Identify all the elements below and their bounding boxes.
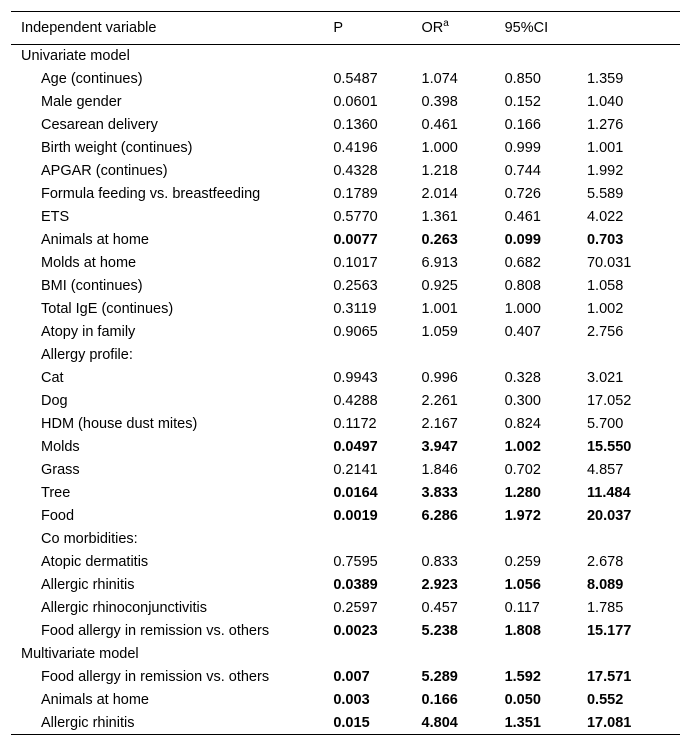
header-independent-variable: Independent variable bbox=[21, 20, 157, 36]
ci-upper bbox=[587, 344, 680, 367]
row-label: Univariate model bbox=[21, 48, 130, 65]
table-row bbox=[11, 114, 680, 137]
table-row bbox=[11, 68, 680, 91]
row-label: Animals at home bbox=[41, 692, 149, 708]
table-row bbox=[11, 551, 680, 574]
odds-ratio: 0.461 bbox=[421, 117, 458, 133]
odds-ratio: 6.913 bbox=[421, 255, 458, 271]
ci-upper: 15.177 bbox=[586, 623, 632, 639]
ci-upper: 8.089 bbox=[586, 577, 624, 593]
ci-upper: 2.678 bbox=[586, 554, 624, 570]
p-value: 0.007 bbox=[333, 669, 370, 685]
p-value: 0.2563 bbox=[333, 278, 378, 294]
row-label: Molds at home bbox=[41, 255, 137, 271]
row-label: Cat bbox=[41, 370, 64, 386]
ci-upper: 1.002 bbox=[586, 301, 624, 317]
header-p: P bbox=[333, 20, 344, 36]
row-label: Allergy profile: bbox=[41, 347, 133, 363]
ci-lower: 1.972 bbox=[504, 508, 541, 524]
row-label: Allergic rhinoconjunctivitis bbox=[41, 600, 208, 616]
results-table-container bbox=[11, 11, 680, 735]
ci-upper: 2.756 bbox=[586, 324, 624, 340]
p-value: 0.0389 bbox=[333, 577, 378, 593]
p-value: 0.003 bbox=[333, 692, 370, 708]
row-label: Grass bbox=[41, 462, 80, 478]
odds-ratio: 3.947 bbox=[421, 439, 458, 455]
ci-upper: 5.589 bbox=[586, 186, 624, 202]
ci-lower: 0.152 bbox=[504, 94, 541, 110]
row-label: Cesarean delivery bbox=[41, 117, 158, 133]
p-value: 0.1360 bbox=[333, 117, 378, 133]
table-row bbox=[11, 275, 680, 298]
ci-upper: 3.021 bbox=[586, 370, 624, 386]
ci-lower: 1.000 bbox=[504, 301, 541, 317]
ci-upper: 17.571 bbox=[586, 669, 632, 685]
section-row bbox=[11, 643, 680, 666]
ci-lower bbox=[505, 528, 587, 551]
ci-lower: 0.850 bbox=[504, 71, 541, 87]
ci-upper: 11.484 bbox=[586, 485, 631, 501]
table-row bbox=[11, 183, 680, 206]
ci-lower: 0.744 bbox=[504, 163, 541, 179]
table-header bbox=[11, 12, 680, 45]
row-label: Tree bbox=[41, 485, 71, 501]
p-value: 0.015 bbox=[333, 714, 370, 731]
p-value: 0.0077 bbox=[333, 232, 378, 248]
p-value bbox=[333, 528, 421, 551]
table-row bbox=[11, 528, 680, 551]
row-label: Total IgE (continues) bbox=[41, 301, 174, 317]
ci-upper: 1.276 bbox=[586, 117, 624, 133]
p-value: 0.9943 bbox=[333, 370, 378, 386]
ci-lower: 0.407 bbox=[504, 324, 541, 340]
table-row bbox=[11, 413, 680, 436]
ci-upper: 1.992 bbox=[586, 163, 624, 179]
row-label: Formula feeding vs. breastfeeding bbox=[41, 186, 261, 202]
row-label: Molds bbox=[41, 439, 80, 455]
row-label: Birth weight (continues) bbox=[41, 140, 193, 156]
table-row bbox=[11, 160, 680, 183]
odds-ratio: 5.289 bbox=[421, 669, 458, 685]
ci-upper: 0.703 bbox=[586, 232, 624, 248]
ci-lower: 0.702 bbox=[504, 462, 541, 478]
table-row bbox=[11, 620, 680, 643]
p-value: 0.0023 bbox=[333, 623, 378, 639]
header-or-footnote-mark: a bbox=[443, 18, 449, 30]
p-value: 0.9065 bbox=[333, 324, 378, 340]
ci-upper: 1.040 bbox=[586, 94, 624, 110]
p-value: 0.5770 bbox=[333, 209, 378, 225]
row-label: Multivariate model bbox=[21, 646, 139, 662]
odds-ratio: 1.074 bbox=[421, 71, 458, 87]
odds-ratio: 1.361 bbox=[421, 209, 458, 225]
table-row bbox=[11, 436, 680, 459]
row-label: Atopy in family bbox=[41, 324, 136, 340]
table-row bbox=[11, 574, 680, 597]
ci-lower: 1.280 bbox=[504, 485, 541, 501]
p-value: 0.3119 bbox=[333, 301, 377, 317]
odds-ratio: 1.059 bbox=[421, 324, 458, 340]
ci-lower bbox=[505, 344, 587, 367]
ci-upper: 1.359 bbox=[586, 71, 624, 87]
row-label: Allergic rhinitis bbox=[41, 577, 135, 593]
ci-upper: 70.031 bbox=[586, 255, 632, 271]
odds-ratio: 2.014 bbox=[421, 186, 458, 202]
p-value: 0.1172 bbox=[333, 416, 377, 432]
ci-lower: 0.117 bbox=[504, 600, 540, 616]
row-label: APGAR (continues) bbox=[41, 163, 168, 179]
table-row bbox=[11, 597, 680, 620]
table-row bbox=[11, 367, 680, 390]
row-label: Food allergy in remission vs. others bbox=[41, 623, 270, 639]
table-row bbox=[11, 298, 680, 321]
ci-upper: 17.081 bbox=[586, 714, 632, 731]
ci-lower: 0.682 bbox=[504, 255, 541, 271]
odds-ratio: 1.218 bbox=[421, 163, 458, 179]
ci-lower: 0.328 bbox=[504, 370, 541, 386]
ci-upper: 0.552 bbox=[586, 692, 624, 708]
ci-upper: 20.037 bbox=[586, 508, 632, 524]
table-row bbox=[11, 91, 680, 114]
table-row bbox=[11, 344, 680, 367]
odds-ratio: 2.261 bbox=[421, 393, 458, 409]
odds-ratio: 0.833 bbox=[421, 554, 458, 570]
ci-upper: 15.550 bbox=[586, 439, 632, 455]
table-row bbox=[11, 229, 680, 252]
table-row bbox=[11, 666, 680, 689]
ci-lower: 1.056 bbox=[504, 577, 541, 593]
p-value: 0.0164 bbox=[333, 485, 378, 501]
header-or bbox=[422, 12, 505, 45]
odds-ratio: 4.804 bbox=[421, 714, 458, 731]
odds-ratio: 2.167 bbox=[421, 416, 458, 432]
ci-upper: 5.700 bbox=[586, 416, 624, 432]
ci-upper bbox=[587, 528, 680, 551]
odds-ratio: 3.833 bbox=[421, 485, 458, 501]
p-value: 0.4288 bbox=[333, 393, 378, 409]
results-table bbox=[11, 11, 680, 735]
p-value: 0.2597 bbox=[333, 600, 378, 616]
ci-upper: 4.022 bbox=[586, 209, 624, 225]
ci-lower: 0.824 bbox=[504, 416, 541, 432]
ci-lower: 0.726 bbox=[504, 186, 541, 202]
ci-lower: 0.300 bbox=[504, 393, 541, 409]
table-body bbox=[11, 45, 680, 735]
ci-lower: 0.099 bbox=[504, 232, 541, 248]
ci-lower: 1.808 bbox=[504, 623, 541, 639]
ci-lower: 0.050 bbox=[504, 692, 541, 708]
odds-ratio: 0.457 bbox=[421, 600, 458, 616]
row-label: Food allergy in remission vs. others bbox=[41, 669, 270, 685]
table-row bbox=[11, 505, 680, 528]
row-label: ETS bbox=[41, 209, 70, 225]
odds-ratio bbox=[422, 344, 505, 367]
p-value bbox=[333, 344, 421, 367]
ci-lower: 0.999 bbox=[504, 140, 541, 156]
ci-lower: 1.002 bbox=[504, 439, 541, 455]
ci-lower: 0.461 bbox=[504, 209, 541, 225]
table-row bbox=[11, 689, 680, 712]
row-label: HDM (house dust mites) bbox=[41, 416, 198, 432]
row-label: Atopic dermatitis bbox=[41, 554, 149, 570]
table-row bbox=[11, 482, 680, 505]
p-value: 0.2141 bbox=[333, 462, 378, 478]
table-row bbox=[11, 712, 680, 735]
odds-ratio: 5.238 bbox=[421, 623, 458, 639]
p-value: 0.1789 bbox=[333, 186, 378, 202]
ci-upper: 17.052 bbox=[586, 393, 632, 409]
header-row bbox=[11, 12, 680, 45]
ci-lower: 1.592 bbox=[504, 669, 541, 685]
p-value: 0.0601 bbox=[333, 94, 378, 110]
p-value: 0.4328 bbox=[333, 163, 378, 179]
header-ci-upper bbox=[587, 12, 680, 45]
ci-lower: 1.351 bbox=[504, 714, 541, 731]
table-row bbox=[11, 137, 680, 160]
ci-lower: 0.259 bbox=[504, 554, 541, 570]
ci-upper: 4.857 bbox=[586, 462, 624, 478]
row-label: Age (continues) bbox=[41, 71, 143, 87]
table-row bbox=[11, 206, 680, 229]
row-label: Animals at home bbox=[41, 232, 149, 248]
row-label: Dog bbox=[41, 393, 68, 409]
table-row bbox=[11, 252, 680, 275]
p-value: 0.7595 bbox=[333, 554, 378, 570]
row-label: Allergic rhinitis bbox=[41, 714, 135, 731]
row-label: Co morbidities: bbox=[41, 531, 138, 547]
row-label: BMI (continues) bbox=[41, 278, 143, 294]
odds-ratio: 1.000 bbox=[421, 140, 458, 156]
table-row bbox=[11, 390, 680, 413]
p-value: 0.5487 bbox=[333, 71, 378, 87]
odds-ratio: 0.925 bbox=[421, 278, 458, 294]
row-label: Male gender bbox=[41, 94, 122, 110]
ci-upper: 1.001 bbox=[586, 140, 624, 156]
odds-ratio: 1.001 bbox=[421, 301, 458, 317]
table-row bbox=[11, 459, 680, 482]
odds-ratio: 1.846 bbox=[421, 462, 458, 478]
odds-ratio: 0.996 bbox=[421, 370, 458, 386]
odds-ratio bbox=[422, 528, 505, 551]
p-value: 0.4196 bbox=[333, 140, 378, 156]
ci-upper: 1.058 bbox=[586, 278, 624, 294]
header-95ci: 95%CI bbox=[504, 20, 549, 36]
ci-lower: 0.808 bbox=[504, 278, 541, 294]
odds-ratio: 0.166 bbox=[421, 692, 458, 708]
section-row bbox=[11, 45, 680, 68]
odds-ratio: 0.263 bbox=[421, 232, 458, 248]
p-value: 0.0019 bbox=[333, 508, 378, 524]
ci-lower: 0.166 bbox=[504, 117, 541, 133]
row-label: Food bbox=[41, 508, 75, 524]
p-value: 0.0497 bbox=[333, 439, 378, 455]
ci-upper: 1.785 bbox=[586, 600, 624, 616]
table-row bbox=[11, 321, 680, 344]
odds-ratio: 6.286 bbox=[421, 508, 458, 524]
p-value: 0.1017 bbox=[333, 255, 378, 271]
odds-ratio: 0.398 bbox=[421, 94, 458, 110]
header-or-label: OR bbox=[421, 20, 444, 36]
odds-ratio: 2.923 bbox=[421, 577, 458, 593]
